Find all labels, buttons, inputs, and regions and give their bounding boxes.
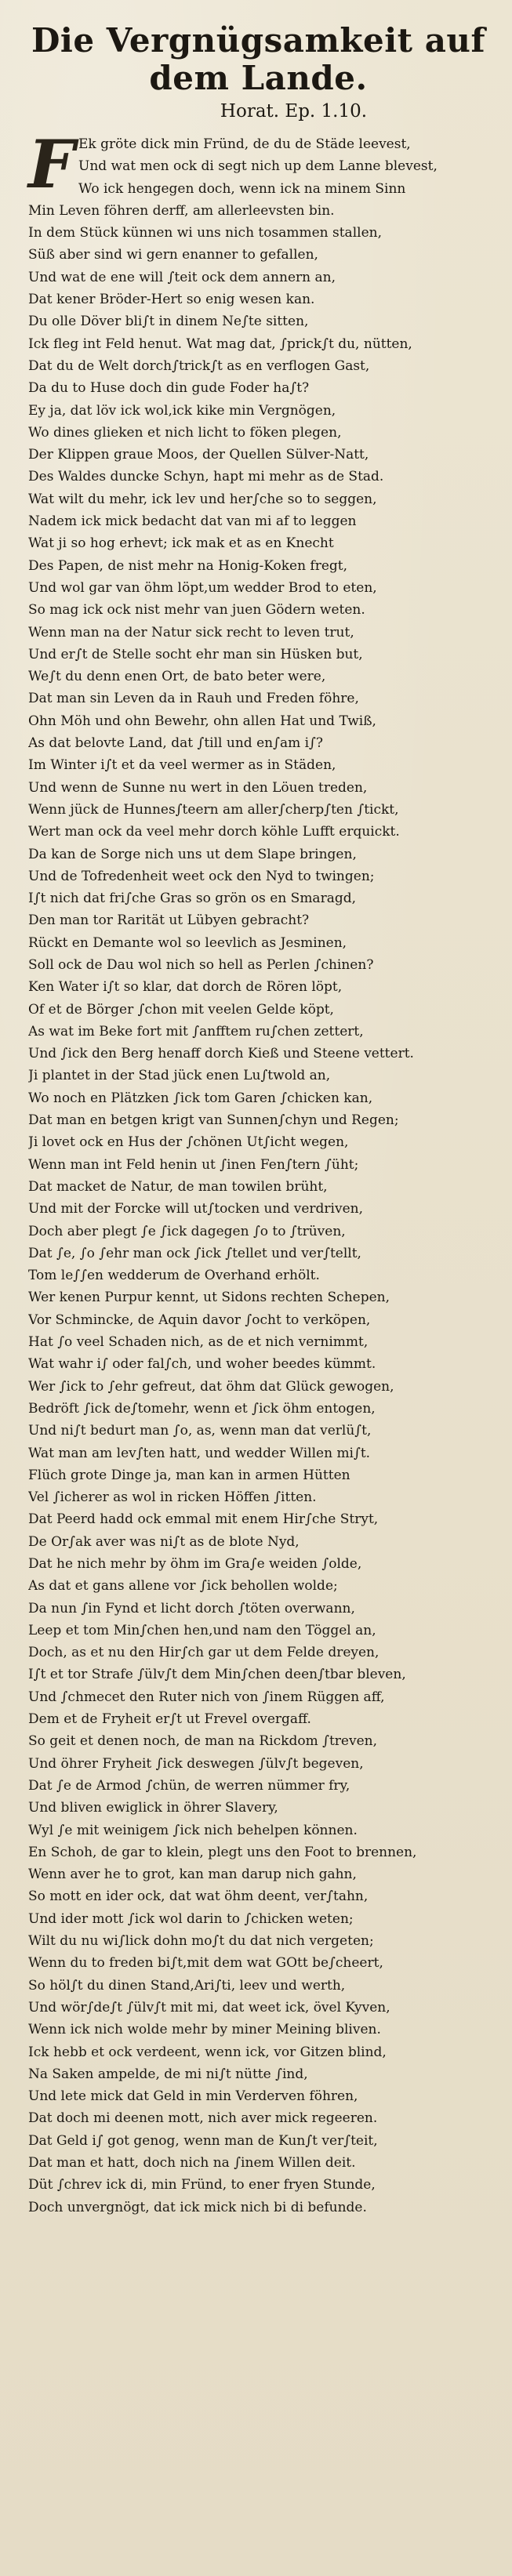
poem-line: Dem et de Fryheit er∫t ut Frevel overgaff. (28, 1711, 311, 1728)
poem-line: Im Winter i∫t et da veel wermer as in Städen, (28, 757, 336, 774)
poem-line: As dat et gans allene vor ∫ick behollen wolde; (28, 1578, 338, 1595)
poem-line: Dat he nich mehr by öhm im Gra∫e weiden ∫olde, (28, 1556, 362, 1572)
poem-line: Wo noch en Plätzken ∫ick tom Garen ∫chicken kan, (28, 1090, 373, 1106)
poem-line: Na Saken ampelde, de mi ni∫t nütte ∫ind, (28, 2066, 308, 2082)
poem-line: Ken Water i∫t so klar, dat dorch de Rören löpt, (28, 979, 343, 996)
poem-line: Der Klippen graue Moos, der Quellen Sülver-Natt, (28, 447, 369, 463)
poem-title: Die Vergnügsamkeit auf dem Lande. (31, 21, 486, 97)
poem-line: Wenn jück de Hunnes∫teern am aller∫cherp∫ten ∫tickt, (28, 801, 399, 818)
poem-line: I∫t nich dat fri∫che Gras so grön os en Smaragd, (28, 891, 357, 907)
poem-line: Dat ∫e, ∫o ∫ehr man ock ∫ick ∫tellet und ver∫tellt, (28, 1245, 361, 1261)
poem-line: Of et de Börger ∫chon mit veelen Gelde köpt, (28, 1001, 334, 1018)
poem-line: Du olle Döver bli∫t in dinem Ne∫te sitten, (28, 314, 309, 330)
poem-line: Dat kener Bröder-Hert so enig wesen kan. (28, 292, 315, 308)
poem-line: Und ∫chmecet den Ruter nich von ∫inem Rüggen aff, (28, 1689, 385, 1705)
poem-line: Wenn ick nich wolde mehr by miner Meining bliven. (28, 2022, 381, 2038)
poem-line: Dat man en betgen krigt van Sunnen∫chyn und Regen; (28, 1112, 399, 1129)
poem-line: Wo dines glieken et nich licht to föken plegen, (28, 424, 342, 441)
poem-line: Dat du de Welt dorch∫trick∫t as en verflogen Gast, (28, 357, 370, 374)
poem-line: Und er∫t de Stelle socht ehr man sin Hüsken but, (28, 646, 363, 662)
poem-line: Tom le∫∫en wedderum de Overhand erhölt. (28, 1268, 320, 1284)
poem-line: So mott en ider ock, dat wat öhm deent, ver∫tahn, (28, 1888, 369, 1905)
poem-line: Wenn man int Feld henin ut ∫inen Fen∫tern ∫üht; (28, 1156, 359, 1173)
poem-line: Und wol gar van öhm löpt,um wedder Brod to eten, (28, 579, 377, 596)
poem-line: Des Waldes duncke Schyn, hapt mi mehr as de Stad. (28, 469, 384, 485)
poem-line: Wat wahr i∫ oder fal∫ch, und woher beedes kümmt. (28, 1356, 376, 1373)
poem-line: Doch unvergnögt, dat ick mick nich bi di befunde. (28, 2199, 367, 2215)
poem-line: Wenn aver he to grot, kan man darup nich gahn, (28, 1867, 357, 1883)
poem-line: Doch, as et nu den Hir∫ch gar ut dem Felde dreyen, (28, 1645, 379, 1661)
poem-line: Rückt en Demante wol so leevlich as Jesminen, (28, 934, 347, 951)
poem-line: Wat man am lev∫ten hatt, und wedder Willen mi∫t. (28, 1445, 371, 1461)
poem-line: I∫t et tor Strafe ∫ülv∫t dem Min∫chen deen∫tbar bleven, (28, 1667, 406, 1683)
drop-cap-initial: F (28, 125, 75, 203)
poem-line: In dem Stück künnen wi uns nich tosammen stallen, (28, 225, 382, 241)
poem-line: Dat ∫e de Armod ∫chün, de werren nümmer fry, (28, 1777, 350, 1794)
poem-line: Bedröft ∫ick de∫tomehr, wenn et ∫ick öhm entogen, (28, 1400, 376, 1417)
poem-line: Ey ja, dat löv ick wol,ick kike min Vergnögen, (28, 402, 336, 419)
poem-body (28, 125, 488, 2219)
poem-line: Wilt du nu wi∫lick dohn mo∫t du dat nich vergeten; (28, 1933, 374, 1950)
poem-line: Und wat men ock di segt nich up dem Lanne blevest, (78, 158, 438, 175)
poem-line: Düt ∫chrev ick di, min Fründ, to ener fryen Stunde, (28, 2177, 376, 2193)
poem-line: Dat macket de Natur, de man towilen brüht, (28, 1178, 328, 1195)
poem-line: Wat wilt du mehr, ick lev und her∫che so to seggen, (28, 491, 377, 507)
poem-line: Dat man et hatt, doch nich na ∫inem Willen deit. (28, 2155, 356, 2171)
poem-line: So geit et denen noch, de man na Rickdom ∫treven, (28, 1733, 377, 1750)
poem-line: Vor Schmincke, de Aquin davor ∫ocht to verköpen, (28, 1312, 371, 1328)
poem-line: As dat belovte Land, dat ∫till und en∫am i∫? (28, 735, 324, 752)
poem-line: Da kan de Sorge nich uns ut dem Slape bringen, (28, 846, 357, 862)
poem-line: Dat doch mi deenen mott, nich aver mick regeeren. (28, 2110, 378, 2127)
poem-line: Wert man ock da veel mehr dorch köhle Lufft erquickt. (28, 824, 400, 840)
poem-line: En Schoh, de gar to klein, plegt uns den Foot to brennen, (28, 1844, 417, 1860)
poem-line: Ick fleg int Feld henut. Wat mag dat, ∫prick∫t du, nütten, (28, 336, 412, 352)
poem-line: Soll ock de Dau wol nich so hell as Perlen ∫chinen? (28, 956, 374, 973)
poem-line: Da nun ∫in Fynd et licht dorch ∫töten overwann, (28, 1600, 355, 1616)
poem-line: Und wenn de Sunne nu wert in den Löuen treden, (28, 779, 368, 796)
poem-line: Wat ji so hog erhevt; ick mak et as en Knecht (28, 535, 334, 552)
poem-line: De Or∫ak aver was ni∫t as de blote Nyd, (28, 1533, 300, 1550)
poem-line: Wyl ∫e mit weinigem ∫ick nich behelpen können. (28, 1822, 358, 1838)
poem-line: Und mit der Forcke will ut∫tocken und verdriven, (28, 1201, 363, 1217)
poem-line: Wer kenen Purpur kennt, ut Sidons rechten Schepen, (28, 1290, 390, 1306)
poem-line: Und ∫ick den Berg henaff dorch Kieß und Steene vettert. (28, 1046, 414, 1062)
poem-line: Ick hebb et ock verdeent, wenn ick, vor Gitzen blind, (28, 2044, 387, 2060)
poem-line: Und ni∫t bedurt man ∫o, as, wenn man dat verlü∫t, (28, 1423, 372, 1439)
poem-line: So mag ick ock nist mehr van juen Gödern weten. (28, 602, 365, 619)
poem-line: Min Leven föhren derff, am allerleevsten bin. (28, 202, 335, 219)
poem-line: Wo ick hengegen doch, wenn ick na minem Sinn (78, 180, 406, 197)
poem-line: Hat ∫o veel Schaden nich, as de et nich vernimmt, (28, 1334, 369, 1351)
poem-line: Süß aber sind wi gern enanner to gefallen, (28, 247, 318, 263)
poem-line: Dat Peerd hadd ock emmal mit enem Hir∫che Stryt, (28, 1511, 379, 1528)
poem-line: So höl∫t du dinen Stand,Ari∫ti, leev und werth, (28, 1977, 346, 1994)
poem-line: Vel ∫icherer as wol in ricken Höffen ∫itten. (28, 1489, 317, 1506)
poem-line: Und bliven ewiglick in öhrer Slavery, (28, 1800, 278, 1816)
poem-line: Dat man sin Leven da in Rauh und Freden föhre, (28, 691, 359, 707)
poem-line: Und öhrer Fryheit ∫ick deswegen ∫ülv∫t begeven, (28, 1755, 364, 1772)
poem-line: Dat Geld i∫ got genog, wenn man de Kun∫t ver∫teit, (28, 2132, 378, 2149)
poem-line: Nadem ick mick bedacht dat van mi af to leggen (28, 513, 357, 530)
poem-line: Flüch grote Dinge ja, man kan in armen Hütten (28, 1467, 350, 1483)
poem-line: Ohn Möh und ohn Bewehr, ohn allen Hat und Twiß, (28, 713, 376, 729)
poem-line: Des Papen, de nist mehr na Honig-Koken fregt, (28, 557, 348, 574)
poem-line: Ji plantet in der Stad jück enen Lu∫twold an, (28, 1068, 331, 1084)
poem-source-reference: Horat. Ep. 1.10. (220, 101, 368, 122)
poem-line: Und wör∫de∫t ∫ülv∫t mit mi, dat weet ick, övel Kyven, (28, 1999, 390, 2015)
poem-line: Leep et tom Min∫chen hen,und nam den Töggel an, (28, 1622, 376, 1638)
poem-line: Und wat de ene will ∫teit ock dem annern an, (28, 269, 336, 285)
poem-line: Und ider mott ∫ick wol darin to ∫chicken weten; (28, 1910, 354, 1927)
poem-line: Und lete mick dat Geld in min Verderven föhren, (28, 2088, 358, 2105)
poem-line: Ek gröte dick min Fründ, de du de Städe leevest, (78, 136, 411, 152)
poem-line: Den man tor Rarität ut Lübyen gebracht? (28, 912, 310, 929)
poem-line: As wat im Beke fort mit ∫anfftem ru∫chen zettert, (28, 1023, 364, 1039)
poem-line: Und de Tofredenheit weet ock den Nyd to twingen; (28, 868, 375, 884)
poem-line: Ji lovet ock en Hus der ∫chönen Ut∫icht wegen, (28, 1134, 349, 1151)
poem-line: Wer ∫ick to ∫ehr gefreut, dat öhm dat Glück gewogen, (28, 1378, 394, 1395)
poem-line: Doch aber plegt ∫e ∫ick dagegen ∫o to ∫trüven, (28, 1223, 346, 1239)
poem-line: Wenn man na der Natur sick recht to leven trut, (28, 624, 354, 640)
poem-line: Wenn du to freden bi∫t,mit dem wat GOtt be∫cheert, (28, 1955, 383, 1972)
poem-line: Da du to Huse doch din gude Foder ha∫t? (28, 380, 310, 397)
poem-line: We∫t du denn enen Ort, de bato beter were, (28, 669, 326, 685)
